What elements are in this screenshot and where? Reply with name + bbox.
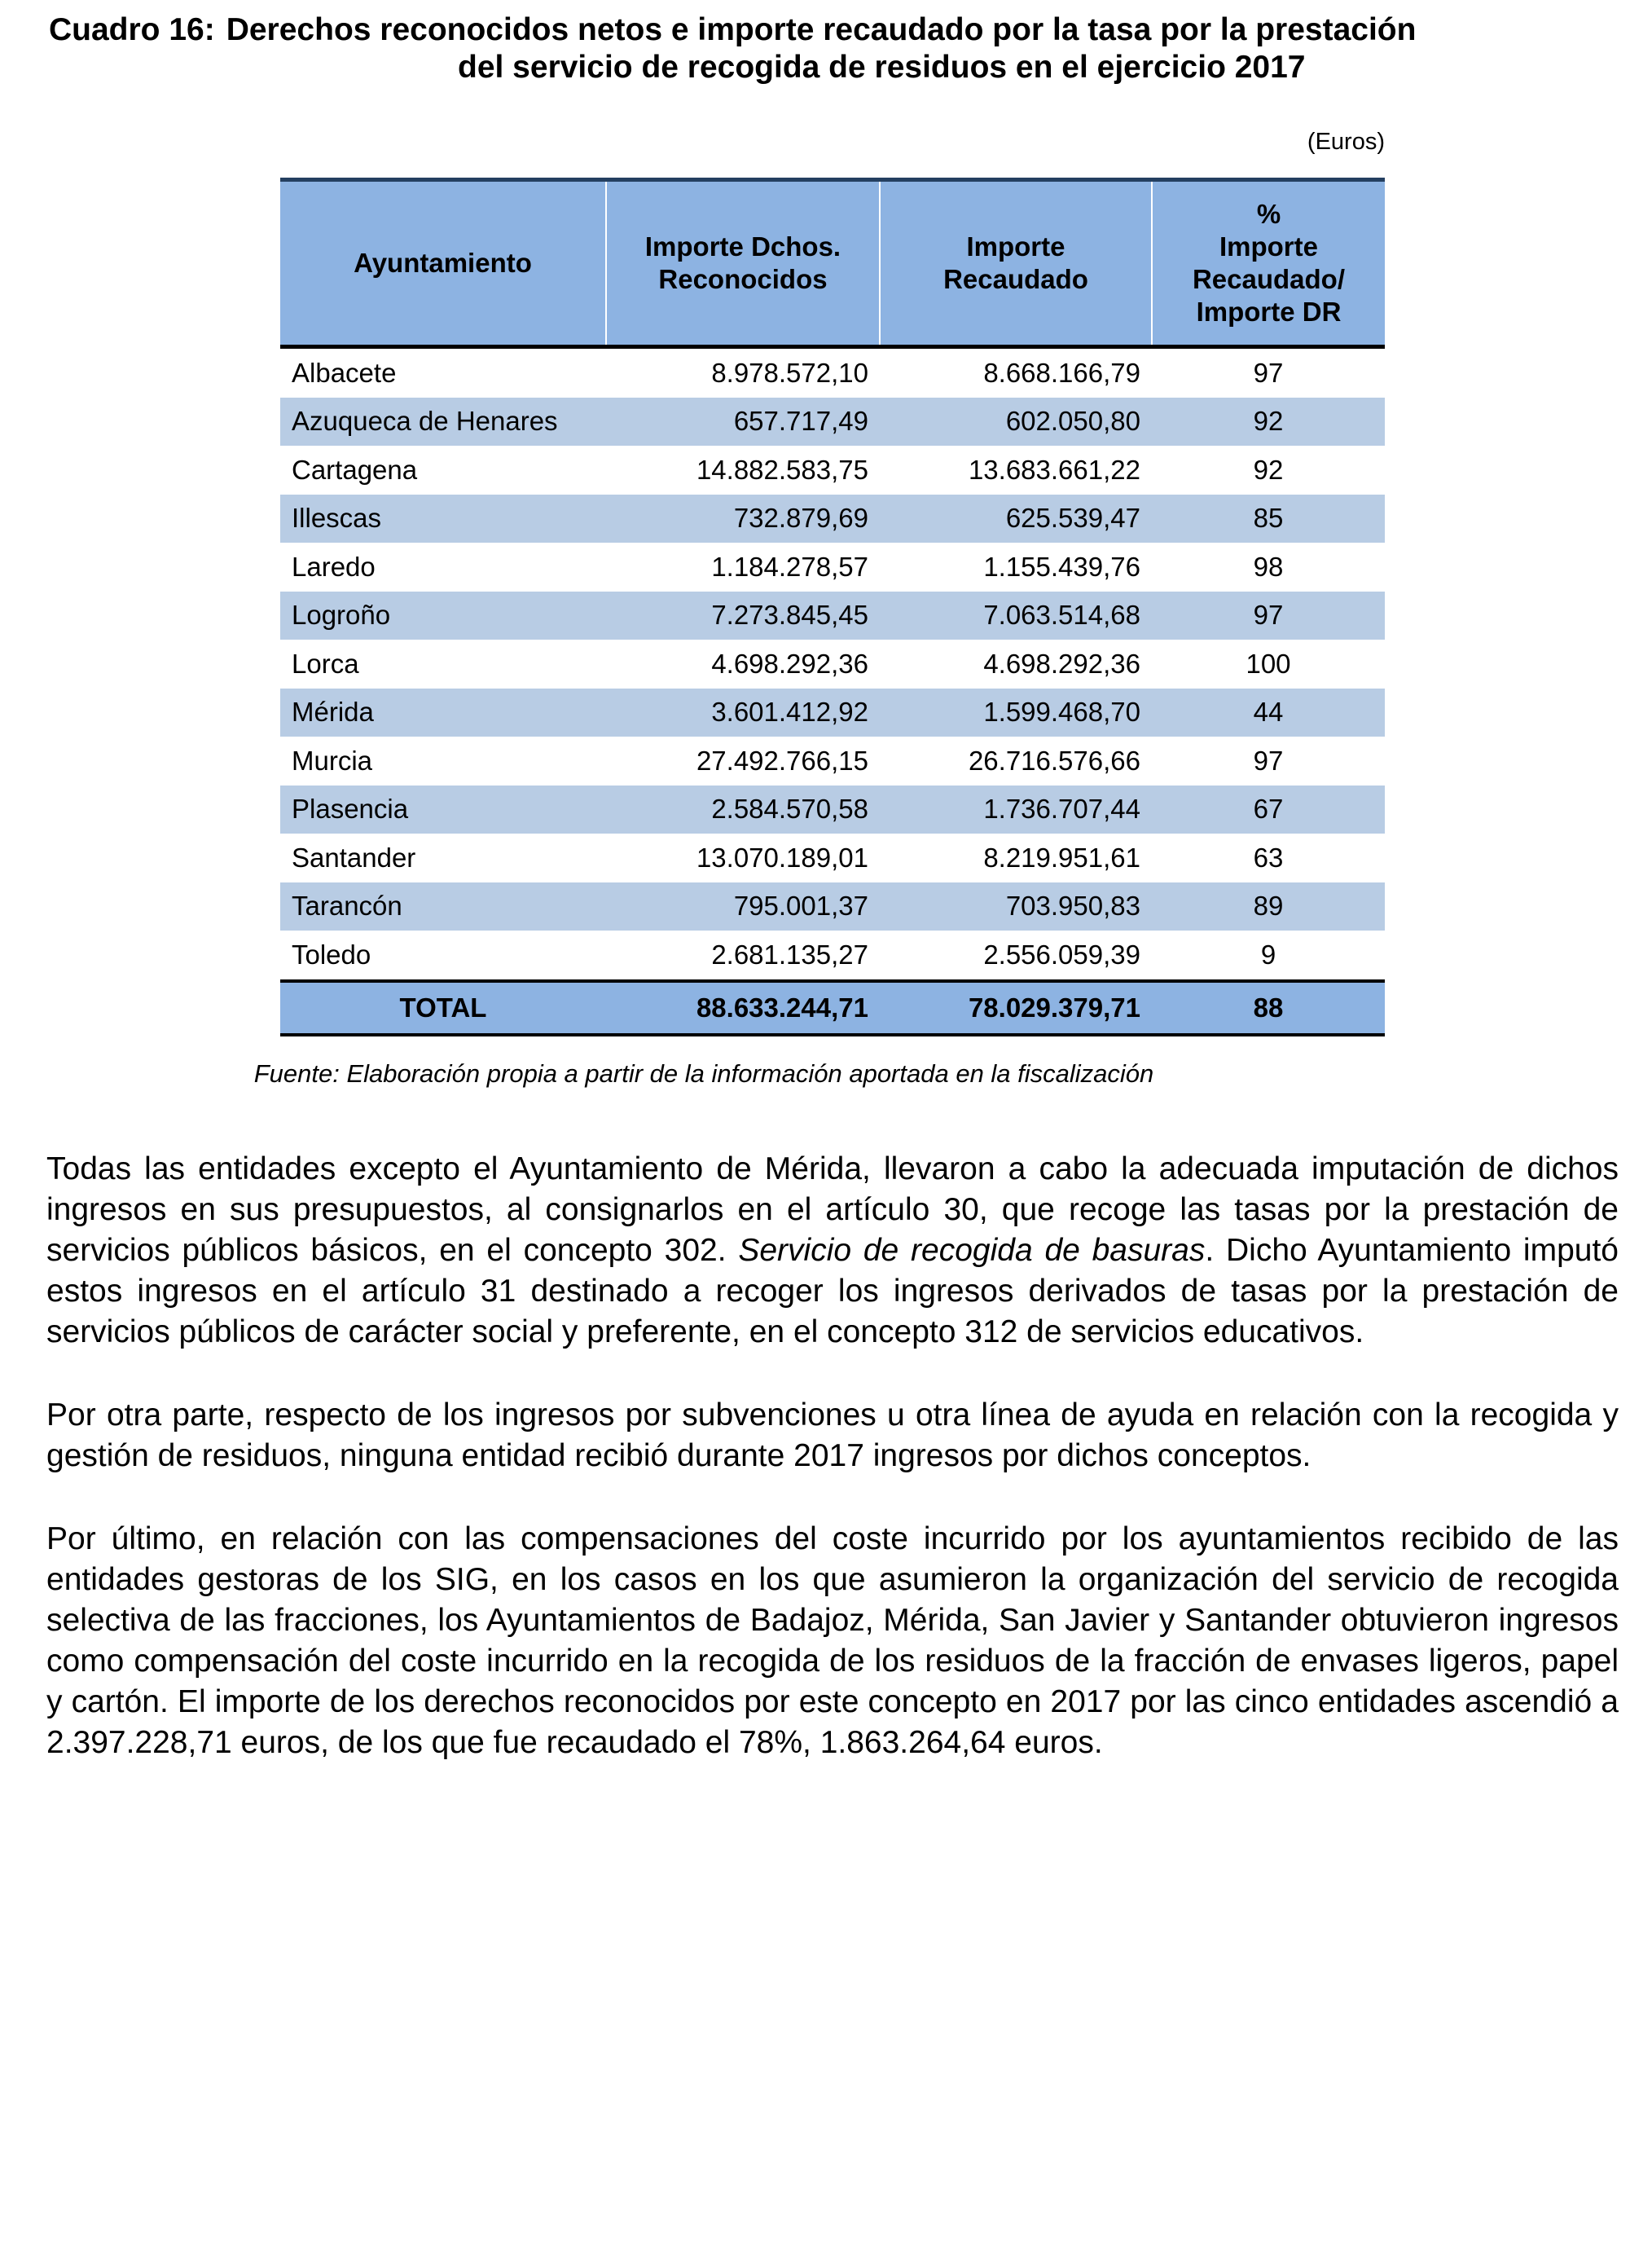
- row-rec: 8.668.166,79: [983, 357, 1140, 388]
- row-pct: 92: [1152, 398, 1385, 447]
- row-rec: 625.539,47: [880, 495, 1152, 543]
- table-row: [280, 640, 1385, 689]
- body-text: [46, 1149, 1619, 1806]
- row-dr: 2.681.135,27: [711, 939, 868, 970]
- paragraph-2: Por otra parte, respecto de los ingresos por subvenciones u otra línea de ayuda en relación con la recogida y gestión de residuos, ninguna entidad recibió durante 2017 ingresos por dichos conceptos.: [46, 1397, 1619, 1473]
- row-dr: 2.584.570,58: [606, 786, 880, 834]
- row-pct: 97: [1253, 357, 1284, 388]
- paragraph-1-emphasis: Servicio de recogida de basuras: [738, 1233, 1206, 1268]
- table-row: [280, 737, 1385, 786]
- table-row: [280, 495, 1385, 543]
- row-name: Azuqueca de Henares: [280, 398, 606, 447]
- paragraph-3: Por último, en relación con las compensaciones del coste incurrido por los ayuntamientos recibido de las entidades gestoras de los SIG, en los casos en los que asumieron la organización del servicio de recogida selectiva de las fracciones, los Ayuntamientos de Badajoz, Mérida, San Javier y Santander obtuvieron ingresos como compensación del coste incurrido en la recogida de los residuos de la fracción de envases ligeros, papel y cartón. El importe de los derechos reconocidos por este concepto en 2017 por las cinco entidades ascendió a 2.397.228,71 euros, de los que fue recaudado el 78%, 1.863.264,64 euros.: [46, 1521, 1619, 1760]
- header-porcentaje: % Importe Recaudado/ Importe DR: [1152, 180, 1385, 347]
- row-pct: 97: [1253, 745, 1284, 776]
- header-importe-dr: Importe Dchos. Reconocidos: [606, 180, 880, 347]
- table-row: [280, 689, 1385, 737]
- table-row: [280, 398, 1385, 447]
- row-rec: 1.736.707,44: [880, 786, 1152, 834]
- header-ayuntamiento: Ayuntamiento: [280, 180, 606, 347]
- row-name: Murcia: [292, 745, 373, 776]
- row-rec: 8.219.951,61: [983, 842, 1140, 873]
- unit-label: (Euros): [1307, 129, 1385, 155]
- caption-title-line1: Derechos reconocidos netos e importe recaudado por la tasa por la prestación: [226, 12, 1417, 47]
- row-dr: 4.698.292,36: [711, 648, 868, 679]
- row-dr: 27.492.766,15: [696, 745, 868, 776]
- row-pct: 63: [1253, 842, 1284, 873]
- row-rec: 703.950,83: [880, 882, 1152, 931]
- row-pct: 100: [1246, 648, 1291, 679]
- row-name: Logroño: [280, 592, 606, 640]
- row-pct: 44: [1152, 689, 1385, 737]
- total-row: [280, 981, 1385, 1035]
- row-pct: 98: [1253, 551, 1284, 582]
- row-rec: 4.698.292,36: [983, 648, 1140, 679]
- row-rec: 1.155.439,76: [983, 551, 1140, 582]
- row-dr: 13.070.189,01: [696, 842, 868, 873]
- row-rec: 1.599.468,70: [880, 689, 1152, 737]
- table-header-row: [280, 180, 1385, 347]
- row-dr: 3.601.412,92: [606, 689, 880, 737]
- table-caption: [49, 11, 1629, 86]
- row-dr: 7.273.845,45: [606, 592, 880, 640]
- paragraph-1: Todas las entidades excepto el Ayuntamiento de Mérida, llevaron a cabo la adecuada imputación de dichos ingresos en sus presupuestos, al consignarlos en el artículo 30, que recoge las tasas por la prestación de servicios públicos básicos, en el concepto 302. Servicio de recogida de basuras. Dicho Ayuntamiento imputó estos ingresos en el artículo 31 destinado a recoger los ingresos derivados de tasas por la prestación de servicios públicos de carácter social y preferente, en el concepto 312 de servicios educativos.: [46, 1151, 1619, 1349]
- row-dr: 795.001,37: [606, 882, 880, 931]
- total-pct: 88: [1152, 981, 1385, 1035]
- row-rec: 602.050,80: [880, 398, 1152, 447]
- caption-title-line2: del servicio de recogida de residuos en el ejercicio 2017: [458, 50, 1306, 85]
- row-dr: 14.882.583,75: [696, 454, 868, 485]
- row-dr: 1.184.278,57: [711, 551, 868, 582]
- row-name: Mérida: [280, 689, 606, 737]
- table-row: [280, 882, 1385, 931]
- total-label: TOTAL: [280, 981, 606, 1035]
- table-row: [280, 446, 1385, 495]
- revenue-table: [280, 178, 1385, 1036]
- row-pct: 89: [1152, 882, 1385, 931]
- row-dr: 8.978.572,10: [711, 357, 868, 388]
- row-rec: 26.716.576,66: [968, 745, 1140, 776]
- row-name: Santander: [292, 842, 416, 873]
- table-row: [280, 592, 1385, 640]
- table-row: [280, 347, 1385, 398]
- row-dr: 657.717,49: [606, 398, 880, 447]
- row-dr: 732.879,69: [606, 495, 880, 543]
- row-pct: 97: [1152, 592, 1385, 640]
- row-pct: 9: [1260, 939, 1276, 970]
- row-pct: 92: [1253, 454, 1284, 485]
- header-importe-recaudado: Importe Recaudado: [880, 180, 1152, 347]
- total-dr: 88.633.244,71: [606, 981, 880, 1035]
- row-name: Plasencia: [280, 786, 606, 834]
- row-name: Cartagena: [292, 454, 418, 485]
- table-row: [280, 931, 1385, 981]
- row-name: Albacete: [292, 357, 397, 388]
- row-name: Toledo: [292, 939, 371, 970]
- total-rec: 78.029.379,71: [880, 981, 1152, 1035]
- row-rec: 2.556.059,39: [983, 939, 1140, 970]
- source-note: Fuente: Elaboración propia a partir de la información aportada en la fiscalización: [253, 1059, 1154, 1088]
- row-name: Laredo: [292, 551, 376, 582]
- row-pct: 67: [1152, 786, 1385, 834]
- table-row: [280, 834, 1385, 882]
- row-name: Illescas: [280, 495, 606, 543]
- table-row: [280, 786, 1385, 834]
- table-row: [280, 543, 1385, 592]
- row-rec: 13.683.661,22: [968, 454, 1140, 485]
- row-pct: 85: [1152, 495, 1385, 543]
- row-rec: 7.063.514,68: [880, 592, 1152, 640]
- caption-number: Cuadro 16:: [49, 12, 215, 47]
- row-name: Tarancón: [280, 882, 606, 931]
- row-name: Lorca: [292, 648, 359, 679]
